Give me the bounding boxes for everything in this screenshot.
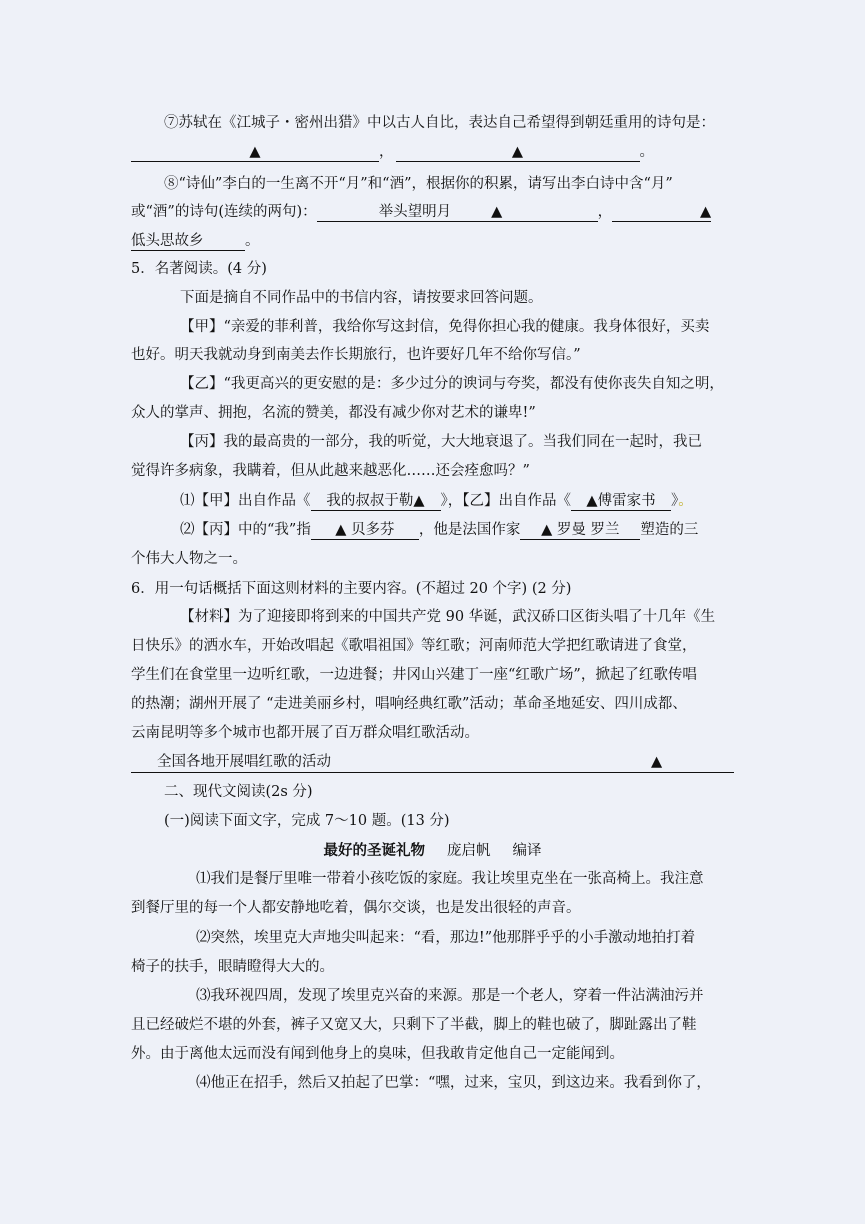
q6-material-5: 云南昆明等多个城市也都开展了百万群众唱红歌活动。 xyxy=(131,725,479,741)
q6-material-1: 【材料】为了迎接即将到来的中国共产党 90 华诞，武汉硚口区街头唱了十几年《生 xyxy=(180,609,716,625)
q5-sub2-blank-1[interactable]: ▲ 贝多芬 xyxy=(311,521,419,540)
q6-material-2: 日快乐》的洒水车，开始改唱起《歌唱祖国》等红歌；河南师范大学把红歌请进了食堂， xyxy=(131,638,697,654)
q8-line1: ⑧“诗仙”李白的一生离不开“月”和“酒”，根据你的积累，请写出李白诗中含“月” xyxy=(164,176,673,192)
q7-blank-1[interactable]: ▲ xyxy=(131,143,379,162)
q8-blank-2-cont[interactable]: 低头思故乡 xyxy=(131,232,245,251)
q5-jia-1: 【甲】“亲爱的菲利普，我给你写这封信，免得你担心我的健康。我身体很好，买卖 xyxy=(180,319,710,335)
q8-line3: 低头思故乡 。 xyxy=(131,233,260,249)
q5-yi-2: 众人的掌声、拥抱，名流的赞美，都没有减少你对艺术的谦卑!” xyxy=(131,405,536,421)
article-author: 庞启帆 xyxy=(447,843,491,859)
q8-blank-1[interactable]: 举头望明月 ▲ xyxy=(317,203,598,222)
q5-bing-1: 【丙】我的最高贵的一部分，我的听觉，大大地衰退了。当我们同在一起时，我已 xyxy=(180,434,702,450)
q5-jia-2: 也好。明天我就动身到南美去作长期旅行，也许要好几年不给你写信。” xyxy=(131,347,581,363)
q5-yi-1: 【乙】“我更高兴的更安慰的是：多少过分的谀词与夸奖，都没有使你丧失自知之明， xyxy=(180,376,724,392)
q5-sub1-blank-1[interactable]: 我的叔叔于勒▲ xyxy=(311,492,441,511)
article-title: 最好的圣诞礼物 xyxy=(323,842,425,859)
p2-2: 椅子的扶手，眼睛瞪得大大的。 xyxy=(131,959,334,975)
p1-2: 到餐厅里的每一个人都安静地吃着，偶尔交谈，也是发出很轻的声音。 xyxy=(131,900,581,916)
article-title-line xyxy=(0,841,865,861)
section2-heading: 二、现代文阅读(2s 分) xyxy=(164,784,313,800)
q6-answer-line[interactable]: 全国各地开展唱红歌的活动 ▲ xyxy=(131,752,734,773)
p1-1: ⑴我们是餐厅里唯一带着小孩吃饭的家庭。我让埃里克坐在一张高椅上。我注意 xyxy=(196,871,704,887)
q7-blank-2[interactable]: ▲ xyxy=(396,143,640,162)
q6-answer: 全国各地开展唱红歌的活动 xyxy=(157,754,331,770)
q5-intro: 下面是摘自不同作品中的书信内容，请按要求回答问题。 xyxy=(180,290,543,306)
q8-line2: 或“酒”的诗句(连续的两句)： 举头望明月 ▲ ， ▲ xyxy=(131,204,712,220)
q5-bing-2: 觉得许多病象，我瞒着，但从此越来越恶化……还会痊愈吗？” xyxy=(131,463,530,479)
q5-heading: 5．名著阅读。(4 分) xyxy=(131,261,267,277)
article-role: 编译 xyxy=(512,843,542,859)
q5-sub2: ⑵【丙】中的“我”指 ▲ 贝多芬 ，他是法国作家 ▲ 罗曼 罗兰 塑造的三 xyxy=(180,522,699,538)
q5-sub2-cont: 个伟大人物之一。 xyxy=(131,551,247,567)
q6-material-4: 的热潮；湖州开展了 “走进美丽乡村，唱响经典红歌”活动；革命圣地延安、四川成都、 xyxy=(131,696,687,712)
p3-1: ⑶我环视四周，发现了埃里克兴奋的来源。那是一个老人，穿着一件沾满油污并 xyxy=(196,988,704,1004)
p4-1: ⑷他正在招手，然后又拍起了巴掌：“嘿，过来，宝贝，到这边来。我看到你了， xyxy=(196,1075,711,1091)
section2-sub: (一)阅读下面文字，完成 7～10 题。(13 分) xyxy=(164,813,450,829)
q5-sub1: ⑴【甲】出自作品《 我的叔叔于勒▲ 》，【乙】出自作品《 ▲傅雷家书 》。 xyxy=(180,493,693,509)
q8-blank-2[interactable]: ▲ xyxy=(612,203,711,222)
q7-text: ⑦苏轼在《江城子・密州出猎》中以古人自比，表达自己希望得到朝廷重用的诗句是： xyxy=(164,115,715,131)
q7-answer-line: ▲ ， ▲ 。 xyxy=(131,142,734,162)
q5-sub2-blank-2[interactable]: ▲ 罗曼 罗兰 xyxy=(520,521,640,540)
q6-material-3: 学生们在食堂里一边听红歌，一边进餐；井冈山兴建丁一座“红歌广场”，掀起了红歌传唱 xyxy=(131,667,697,683)
p2-1: ⑵突然，埃里克大声地尖叫起来：“看，那边!”他那胖乎乎的小手激动地拍打着 xyxy=(196,930,696,946)
q5-sub1-blank-2[interactable]: ▲傅雷家书 xyxy=(571,492,671,511)
p3-2: 且已经破烂不堪的外套，裤子又宽又大，只剩下了半截，脚上的鞋也破了，脚趾露出了鞋 xyxy=(131,1017,697,1033)
p3-3: 外。由于离他太远而没有闻到他身上的臭味，但我敢肯定他自己一定能闻到。 xyxy=(131,1046,624,1062)
q6-heading: 6．用一句话概括下面这则材料的主要内容。(不超过 20 个字) (2 分) xyxy=(131,581,572,597)
